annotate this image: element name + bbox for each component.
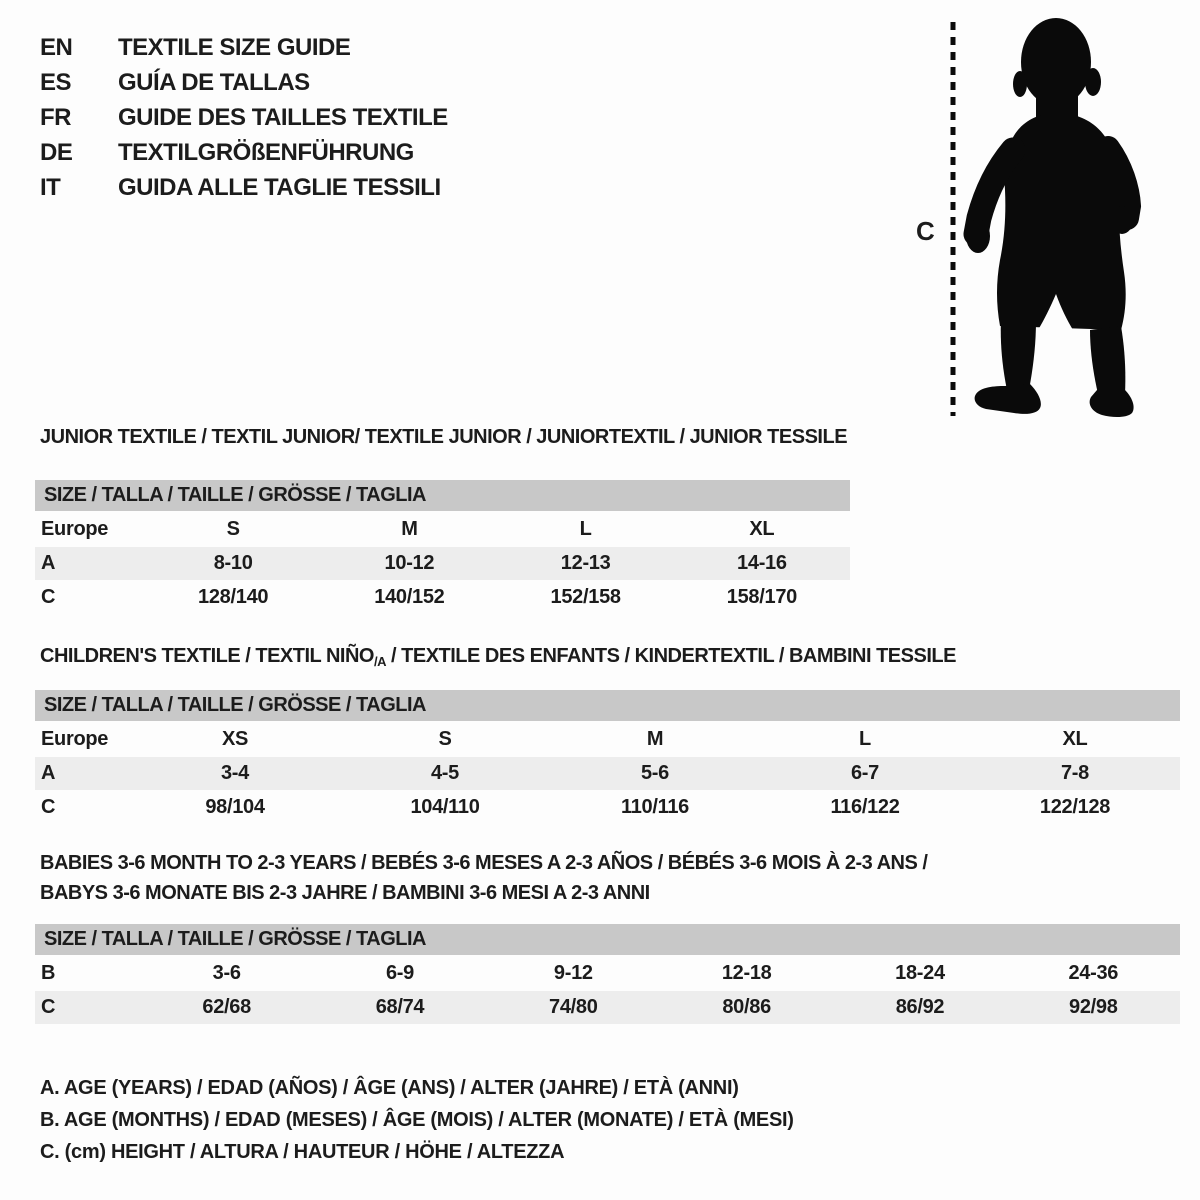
months-cell: 3-6	[212, 962, 241, 984]
size-header-bar: SIZE / TALLA / TAILLE / GRÖSSE / TAGLIA	[35, 480, 850, 511]
row-label: Europe	[41, 518, 109, 540]
row-label: A	[41, 552, 56, 574]
table-row-height	[35, 991, 1180, 1024]
size-cell: XL	[1062, 728, 1088, 750]
height-measure-label: C	[916, 216, 935, 246]
guide-title: TEXTILE SIZE GUIDE	[118, 33, 351, 61]
language-row	[40, 170, 448, 205]
height-cell: 104/110	[410, 796, 480, 818]
height-cell: 110/116	[621, 796, 689, 818]
size-cell: M	[401, 518, 418, 540]
row-label: Europe	[41, 728, 109, 750]
size-cell: M	[646, 728, 664, 750]
row-label: C	[41, 796, 56, 818]
row-label: C	[41, 586, 56, 608]
row-label: B	[41, 962, 56, 984]
guide-title: GUIDA ALLE TAGLIE TESSILI	[118, 173, 441, 201]
height-cell: 122/128	[1039, 796, 1111, 818]
months-cell: 12-18	[721, 962, 772, 984]
children-size-table	[35, 690, 1180, 825]
months-cell: 18-24	[895, 962, 945, 984]
age-cell: 3-4	[220, 762, 249, 784]
height-cell: 86/92	[895, 996, 945, 1018]
age-cell: 10-12	[384, 552, 435, 574]
size-cell: XL	[749, 518, 775, 540]
legend-age-months: B. AGE (MONTHS) / EDAD (MESES) / ÂGE (MOIS) / ALTER (MONATE) / ETÀ (MESI)	[40, 1108, 794, 1131]
section-title-junior: JUNIOR TEXTILE / TEXTIL JUNIOR/ TEXTILE JUNIOR / JUNIORTEXTIL / JUNIOR TESSILE	[40, 426, 848, 448]
height-cell: 128/140	[198, 586, 269, 608]
language-title-block	[40, 30, 448, 205]
language-row	[40, 65, 448, 100]
language-row	[40, 30, 448, 65]
section-title-children	[40, 645, 956, 669]
legend-height-cm: C. (cm) HEIGHT / ALTURA / HAUTEUR / HÖHE / ALTEZZA	[40, 1140, 565, 1163]
age-cell: 12-13	[560, 552, 611, 574]
age-cell: 5-6	[640, 762, 669, 784]
language-row	[40, 135, 448, 170]
size-cell: S	[226, 518, 240, 540]
size-header-bar: SIZE / TALLA / TAILLE / GRÖSSE / TAGLIA	[35, 924, 1180, 955]
age-cell: 14-16	[737, 552, 787, 574]
months-cell: 6-9	[385, 962, 414, 984]
size-header-bar: SIZE / TALLA / TAILLE / GRÖSSE / TAGLIA	[35, 690, 1180, 721]
legend-age-years: A. AGE (YEARS) / EDAD (AÑOS) / ÂGE (ANS) / ALTER (JAHRE) / ETÀ (ANNI)	[40, 1076, 739, 1099]
junior-size-table	[35, 480, 850, 615]
guide-title: GUIDE DES TAILLES TEXTILE	[118, 103, 448, 131]
size-cell: S	[438, 728, 452, 750]
title-text: / TEXTILE DES ENFANTS / KINDERTEXTIL / BAMBINI TESSILE	[385, 645, 956, 667]
language-code: FR	[40, 103, 71, 131]
language-code: DE	[40, 138, 73, 166]
table-row-age	[35, 757, 1180, 790]
age-cell: 6-7	[850, 762, 879, 784]
language-row	[40, 100, 448, 135]
age-cell: 7-8	[1060, 762, 1089, 784]
title-text: CHILDREN'S TEXTILE / TEXTIL NIÑO	[40, 645, 374, 667]
legend-block	[40, 1072, 794, 1168]
babies-size-table	[35, 924, 1180, 1025]
height-cell: 140/152	[374, 586, 445, 608]
table-row-europe	[35, 513, 850, 546]
title-subscript: /A	[373, 654, 386, 669]
age-cell: 4-5	[430, 762, 459, 784]
title-line-2: BABYS 3-6 MONATE BIS 2-3 JAHRE / BAMBINI 3-6 MESI A 2-3 ANNI	[40, 882, 650, 904]
height-cell: 158/170	[726, 586, 797, 608]
size-cell: XS	[221, 728, 249, 750]
table-row-height	[35, 581, 850, 614]
age-cell: 8-10	[213, 552, 253, 574]
row-label: C	[41, 996, 56, 1018]
height-cell: 92/98	[1069, 996, 1118, 1018]
height-cell: 152/158	[550, 586, 621, 608]
height-cell: 98/104	[205, 796, 265, 818]
table-row-months	[35, 957, 1180, 990]
language-code: ES	[40, 68, 72, 96]
months-cell: 24-36	[1068, 962, 1119, 984]
size-cell: L	[579, 518, 592, 540]
height-cell: 80/86	[722, 996, 771, 1018]
size-cell: L	[859, 728, 871, 750]
height-cell: 116/122	[830, 796, 900, 818]
table-row-height	[35, 791, 1180, 824]
language-code: EN	[40, 33, 73, 61]
height-cell: 74/80	[549, 996, 598, 1018]
toddler-silhouette-icon	[905, 8, 1155, 428]
table-row-europe	[35, 723, 1180, 756]
title-line-1: BABIES 3-6 MONTH TO 2-3 YEARS / BEBÉS 3-6 MESES A 2-3 AÑOS / BÉBÉS 3-6 MOIS À 2-3 ANS /	[40, 852, 928, 874]
table-row-age	[35, 547, 850, 580]
guide-title: GUÍA DE TALLAS	[118, 68, 310, 96]
height-cell: 62/68	[202, 996, 251, 1018]
guide-title: TEXTILGRÖßENFÜHRUNG	[118, 138, 414, 166]
language-code: IT	[40, 173, 61, 201]
section-title-babies	[40, 848, 927, 908]
height-cell: 68/74	[375, 996, 425, 1018]
months-cell: 9-12	[553, 962, 593, 984]
row-label: A	[41, 762, 56, 784]
